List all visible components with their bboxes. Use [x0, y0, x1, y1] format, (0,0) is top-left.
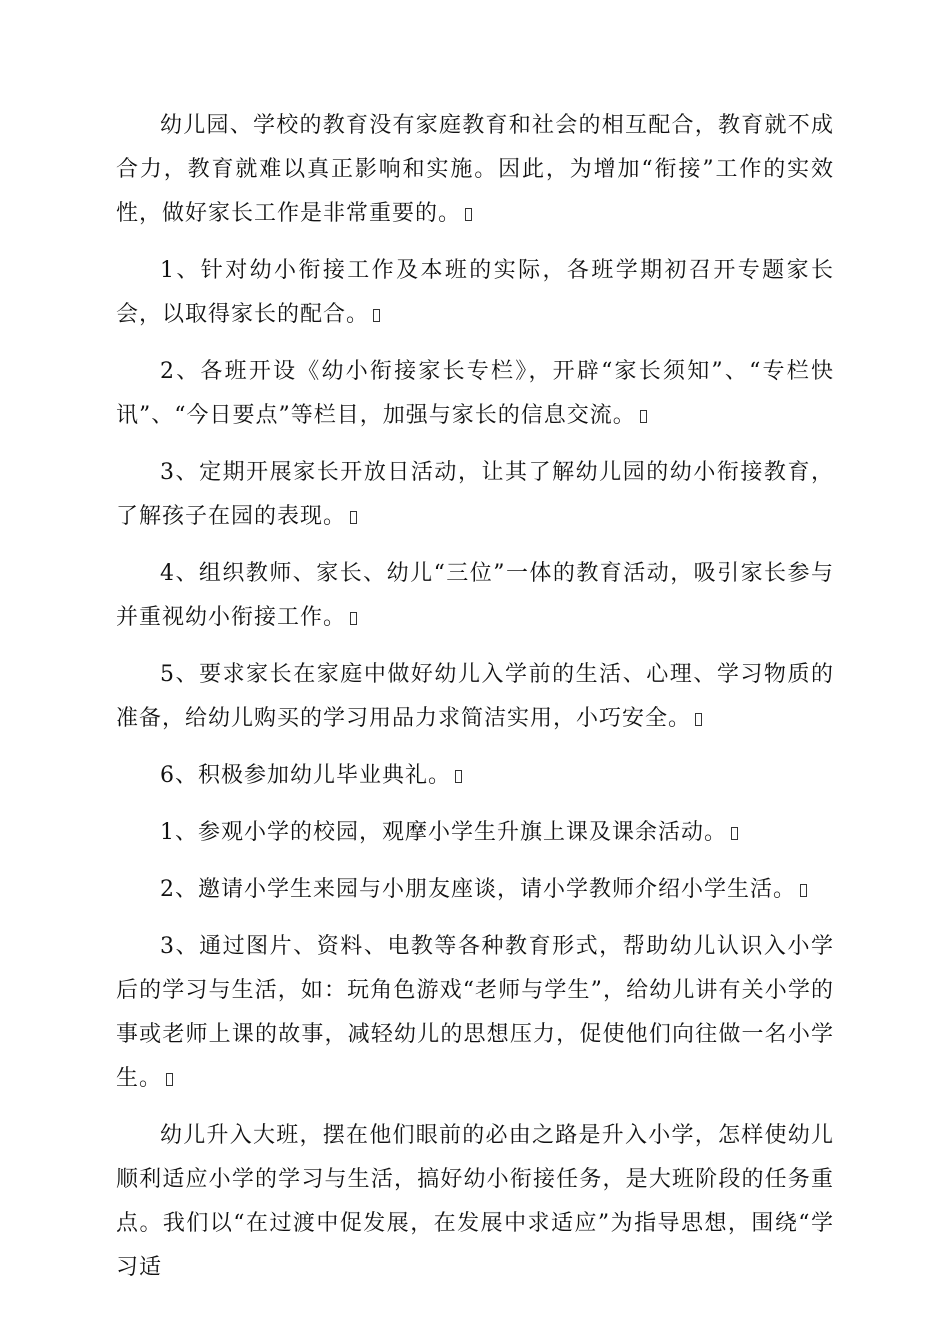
paragraph-end-mark-icon	[800, 884, 807, 897]
paragraph-text: 幼儿园、学校的教育没有家庭教育和社会的相互配合，教育就不成合力，教育就难以真正影响和实施。因此，为增加“衔接”工作的实效性，做好家长工作是非常重要的。	[116, 113, 834, 226]
paragraph-end-mark-icon	[350, 612, 357, 625]
paragraph-end-mark-icon	[373, 309, 380, 322]
paragraph-item-5	[116, 653, 834, 741]
paragraph-closing	[116, 1114, 834, 1290]
paragraph-item-4	[116, 552, 834, 640]
paragraph-end-mark-icon	[166, 1073, 173, 1086]
paragraph-text: 1、参观小学的校园，观摩小学生升旗上课及课余活动。	[160, 820, 727, 845]
paragraph-text: 幼儿升入大班，摆在他们眼前的必由之路是升入小学，怎样使幼儿顺利适应小学的学习与生活，搞好幼小衔接任务，是大班阶段的任务重点。我们以“在过渡中促发展，在发展中求适应”为指导思想，围绕“学习适	[116, 1123, 834, 1280]
paragraph-activity-2	[116, 868, 834, 912]
paragraph-end-mark-icon	[731, 827, 738, 840]
paragraph-activity-1	[116, 811, 834, 855]
paragraph-text: 1、针对幼小衔接工作及本班的实际，各班学期初召开专题家长会，以取得家长的配合。	[116, 258, 834, 327]
paragraph-end-mark-icon	[695, 713, 702, 726]
paragraph-text: 3、通过图片、资料、电教等各种教育形式，帮助幼儿认识入小学后的学习与生活，如：玩角色游戏“老师与学生”，给幼儿讲有关小学的事或老师上课的故事，减轻幼儿的思想压力，促使他们向往做一名小学生。	[116, 934, 834, 1091]
paragraph-activity-3	[116, 925, 834, 1101]
paragraph-item-2	[116, 350, 834, 438]
paragraph-text: 2、邀请小学生来园与小朋友座谈，请小学教师介绍小学生活。	[160, 877, 796, 902]
paragraph-text: 6、积极参加幼儿毕业典礼。	[160, 763, 451, 788]
paragraph-end-mark-icon	[640, 410, 647, 423]
paragraph-text: 4、组织教师、家长、幼儿“三位”一体的教育活动，吸引家长参与并重视幼小衔接工作。	[116, 561, 834, 630]
paragraph-text: 2、各班开设《幼小衔接家长专栏》，开辟“家长须知”、“专栏快讯”、“今日要点”等栏目，加强与家长的信息交流。	[116, 359, 834, 428]
paragraph-text: 3、定期开展家长开放日活动，让其了解幼儿园的幼小衔接教育，了解孩子在园的表现。	[116, 460, 834, 529]
paragraph-item-3	[116, 451, 834, 539]
paragraph-text: 5、要求家长在家庭中做好幼儿入学前的生活、心理、学习物质的准备，给幼儿购买的学习用品力求简洁实用，小巧安全。	[116, 662, 834, 731]
paragraph-end-mark-icon	[350, 511, 357, 524]
paragraph-end-mark-icon	[465, 208, 472, 221]
document-body	[116, 104, 834, 1303]
paragraph-end-mark-icon	[455, 770, 462, 783]
paragraph-item-6	[116, 754, 834, 798]
paragraph-item-1	[116, 249, 834, 337]
paragraph-intro	[116, 104, 834, 236]
